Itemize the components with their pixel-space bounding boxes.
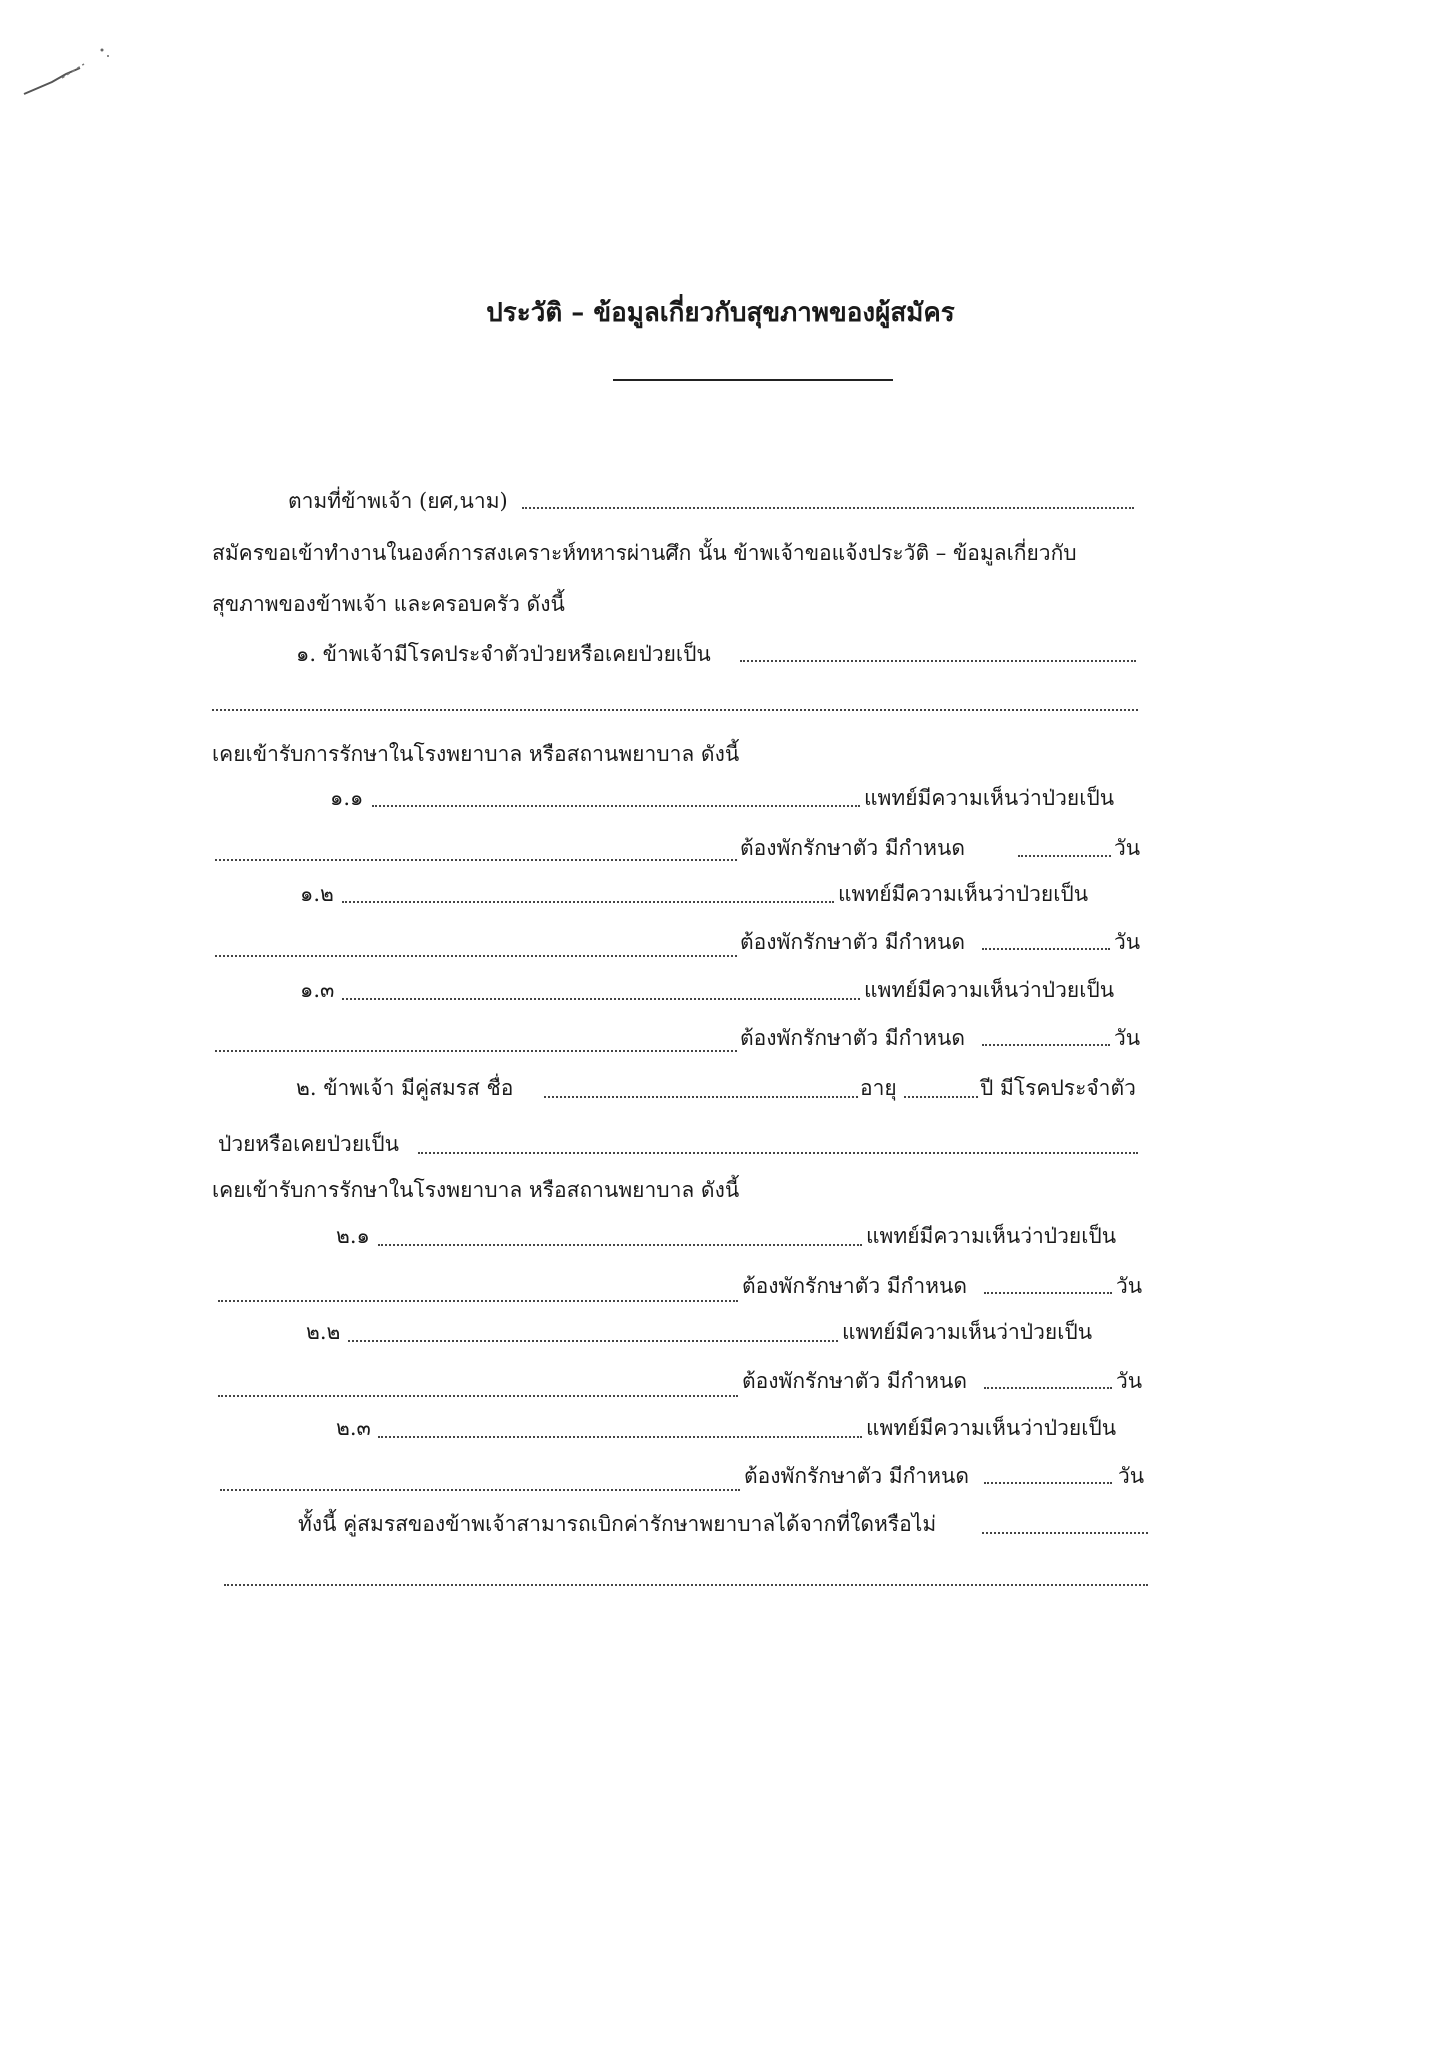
item-1-1-diagnosis-fill[interactable] bbox=[215, 859, 737, 861]
item-2-2-diagnosis-fill[interactable] bbox=[218, 1395, 738, 1397]
section2-hospital-intro: เคยเข้ารับการรักษาในโรงพยาบาล หรือสถานพยาบาล ดังนี้ bbox=[212, 1178, 740, 1202]
title-underline bbox=[613, 379, 893, 381]
reimbursement-fill[interactable] bbox=[982, 1532, 1148, 1534]
item-1-2-diagnosis-fill[interactable] bbox=[215, 955, 737, 957]
item-1-3-doctor-label: แพทย์มีความเห็นว่าป่วยเป็น bbox=[864, 978, 1115, 1002]
item-1-3-number: ๑.๓ bbox=[300, 978, 335, 1002]
item-2-1-days-fill[interactable] bbox=[984, 1292, 1112, 1294]
item-2-1-diagnosis-fill[interactable] bbox=[218, 1300, 738, 1302]
item-2-3-rest-label: ต้องพักรักษาตัว มีกำหนด bbox=[744, 1464, 969, 1488]
item-2-3-hospital-fill[interactable] bbox=[378, 1436, 862, 1438]
section1-label: ๑. ข้าพเจ้ามีโรคประจำตัวป่วยหรือเคยป่วยเป็น bbox=[296, 642, 711, 666]
spouse-disease-fill[interactable] bbox=[418, 1152, 1138, 1154]
item-2-1-number: ๒.๑ bbox=[336, 1224, 370, 1248]
item-2-1-doctor-label: แพทย์มีความเห็นว่าป่วยเป็น bbox=[866, 1224, 1117, 1248]
item-1-3-diagnosis-fill[interactable] bbox=[215, 1050, 737, 1052]
page-title: ประวัติ – ข้อมูลเกี่ยวกับสุขภาพของผู้สมัคร bbox=[486, 298, 955, 328]
item-2-1-hospital-fill[interactable] bbox=[378, 1244, 862, 1246]
item-1-1-day-unit: วัน bbox=[1114, 836, 1141, 860]
item-1-1-rest-label: ต้องพักรักษาตัว มีกำหนด bbox=[740, 836, 965, 860]
item-1-2-day-unit: วัน bbox=[1114, 930, 1141, 954]
item-1-2-rest-label: ต้องพักรักษาตัว มีกำหนด bbox=[740, 930, 965, 954]
item-1-2-doctor-label: แพทย์มีความเห็นว่าป่วยเป็น bbox=[838, 882, 1089, 906]
name-fill-line[interactable] bbox=[522, 507, 1134, 509]
item-2-2-doctor-label: แพทย์มีความเห็นว่าป่วยเป็น bbox=[842, 1320, 1093, 1344]
spouse-ill-label: ป่วยหรือเคยป่วยเป็น bbox=[218, 1132, 399, 1156]
intro-line-1: ตามที่ข้าพเจ้า (ยศ,นาม) bbox=[288, 489, 508, 513]
item-2-3-diagnosis-fill[interactable] bbox=[220, 1489, 740, 1491]
item-2-3-doctor-label: แพทย์มีความเห็นว่าป่วยเป็น bbox=[866, 1416, 1117, 1440]
item-1-1-hospital-fill[interactable] bbox=[372, 805, 860, 807]
item-1-1-days-fill[interactable] bbox=[1018, 855, 1111, 857]
spouse-name-fill[interactable] bbox=[544, 1096, 858, 1098]
intro-line-2: สมัครขอเข้าทำงานในองค์การสงเคราะห์ทหารผ่านศึก นั้น ข้าพเจ้าขอแจ้งประวัติ – ข้อมูลเกี่ยวกับ bbox=[212, 541, 1077, 565]
item-1-1-doctor-label: แพทย์มีความเห็นว่าป่วยเป็น bbox=[864, 786, 1115, 810]
item-1-3-rest-label: ต้องพักรักษาตัว มีกำหนด bbox=[740, 1026, 965, 1050]
section2-label: ๒. ข้าพเจ้า มีคู่สมรส ชื่อ bbox=[296, 1076, 514, 1100]
item-1-2-days-fill[interactable] bbox=[982, 948, 1110, 950]
year-disease-label: ปี มีโรคประจำตัว bbox=[980, 1076, 1136, 1100]
item-2-2-number: ๒.๒ bbox=[306, 1320, 341, 1344]
spouse-age-fill[interactable] bbox=[904, 1096, 978, 1098]
intro-line-3: สุขภาพของข้าพเจ้า และครอบครัว ดังนี้ bbox=[212, 592, 565, 616]
item-1-3-hospital-fill[interactable] bbox=[342, 998, 860, 1000]
closing-line: ทั้งนี้ คู่สมรสของข้าพเจ้าสามารถเบิกค่ารักษาพยาบาลได้จากที่ใดหรือไม่ bbox=[298, 1512, 937, 1536]
reimbursement-fill-2[interactable] bbox=[224, 1584, 1148, 1586]
item-1-3-day-unit: วัน bbox=[1114, 1026, 1141, 1050]
item-1-2-number: ๑.๒ bbox=[300, 882, 334, 906]
item-2-3-number: ๒.๓ bbox=[336, 1416, 371, 1440]
item-1-2-hospital-fill[interactable] bbox=[342, 901, 834, 903]
item-2-2-hospital-fill[interactable] bbox=[348, 1340, 838, 1342]
item-2-3-days-fill[interactable] bbox=[984, 1482, 1112, 1484]
item-2-3-day-unit: วัน bbox=[1118, 1464, 1145, 1488]
section1-disease-fill[interactable] bbox=[740, 660, 1136, 662]
item-1-1-number: ๑.๑ bbox=[330, 786, 364, 810]
item-2-1-day-unit: วัน bbox=[1116, 1274, 1143, 1298]
item-2-1-rest-label: ต้องพักรักษาตัว มีกำหนด bbox=[742, 1274, 967, 1298]
section1-disease-fill-2[interactable] bbox=[212, 709, 1138, 711]
age-label: อายุ bbox=[860, 1076, 897, 1100]
item-2-2-day-unit: วัน bbox=[1116, 1369, 1143, 1393]
scan-mark-graphic bbox=[22, 42, 112, 102]
item-2-2-rest-label: ต้องพักรักษาตัว มีกำหนด bbox=[742, 1369, 967, 1393]
item-2-2-days-fill[interactable] bbox=[984, 1387, 1112, 1389]
item-1-3-days-fill[interactable] bbox=[982, 1044, 1110, 1046]
section1-hospital-intro: เคยเข้ารับการรักษาในโรงพยาบาล หรือสถานพยาบาล ดังนี้ bbox=[212, 742, 740, 766]
